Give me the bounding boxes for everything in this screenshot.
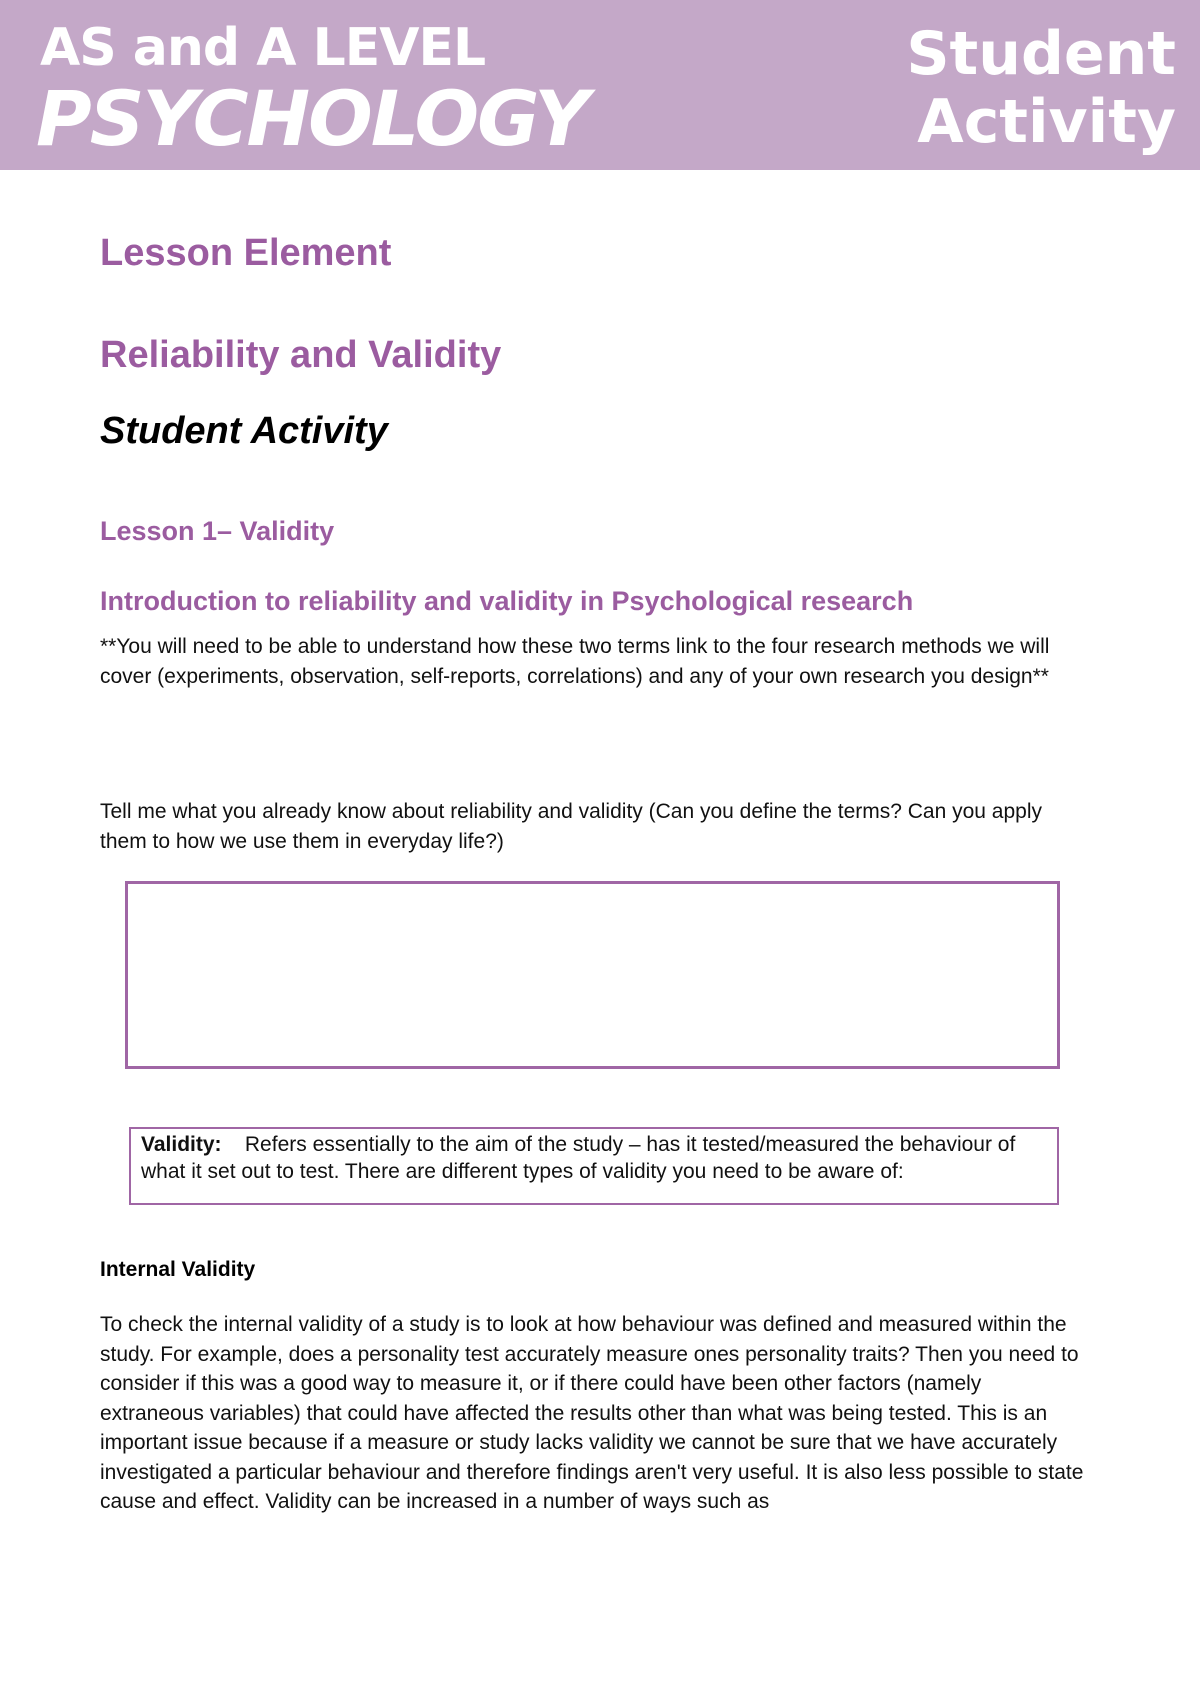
banner-subject-text: PSYCHOLOGY xyxy=(36,74,588,163)
validity-spacer xyxy=(227,1133,239,1156)
header-banner xyxy=(0,0,1200,170)
prompt-text: Tell me what you already know about reliability and validity (Can you define the terms? Can you apply them to how we use them in everyday life?) xyxy=(100,800,1043,853)
banner-activity-line1: Student xyxy=(906,19,1176,89)
validity-definition-box xyxy=(129,1127,1059,1205)
answer-box[interactable] xyxy=(125,881,1060,1069)
page-title: Reliability and Validity xyxy=(100,334,502,376)
lesson-element-heading: Lesson Element xyxy=(100,232,392,274)
internal-validity-text: To check the internal validity of a study is to look at how behaviour was defined and measured within the study. For example, does a personality test accurately measure ones personality traits? Then you need to consider if this was a good way to measure it, or if there could have been other factors (namely extraneous variables) that could have affected the results other than what was being tested. This is an important issue because if a measure or study lacks validity we cannot be sure that we have accurately investigated a particular behaviour and therefore findings aren't very useful. It is also less possible to state cause and effect. Validity can be increased in a number of ways such as xyxy=(100,1313,1084,1513)
intro-heading: Introduction to reliability and validity in Psychological research xyxy=(100,586,914,616)
page-subtitle: Student Activity xyxy=(100,410,388,452)
validity-term: Validity: xyxy=(141,1133,222,1156)
validity-definition: Refers essentially to the aim of the study – has it tested/measured the behaviour of what it set out to test. There are different types of validity you need to be aware of: xyxy=(141,1133,1016,1183)
banner-activity-label xyxy=(906,20,1176,156)
lesson-heading: Lesson 1– Validity xyxy=(100,516,335,546)
intro-note: **You will need to be able to understand how these two terms link to the four research methods we will cover (experiments, observation, self-reports, correlations) and any of your own research you design** xyxy=(100,635,1050,688)
banner-level-text: AS and A LEVEL xyxy=(40,18,486,78)
internal-validity-heading: Internal Validity xyxy=(100,1258,256,1281)
banner-activity-line2: Activity xyxy=(917,87,1176,157)
